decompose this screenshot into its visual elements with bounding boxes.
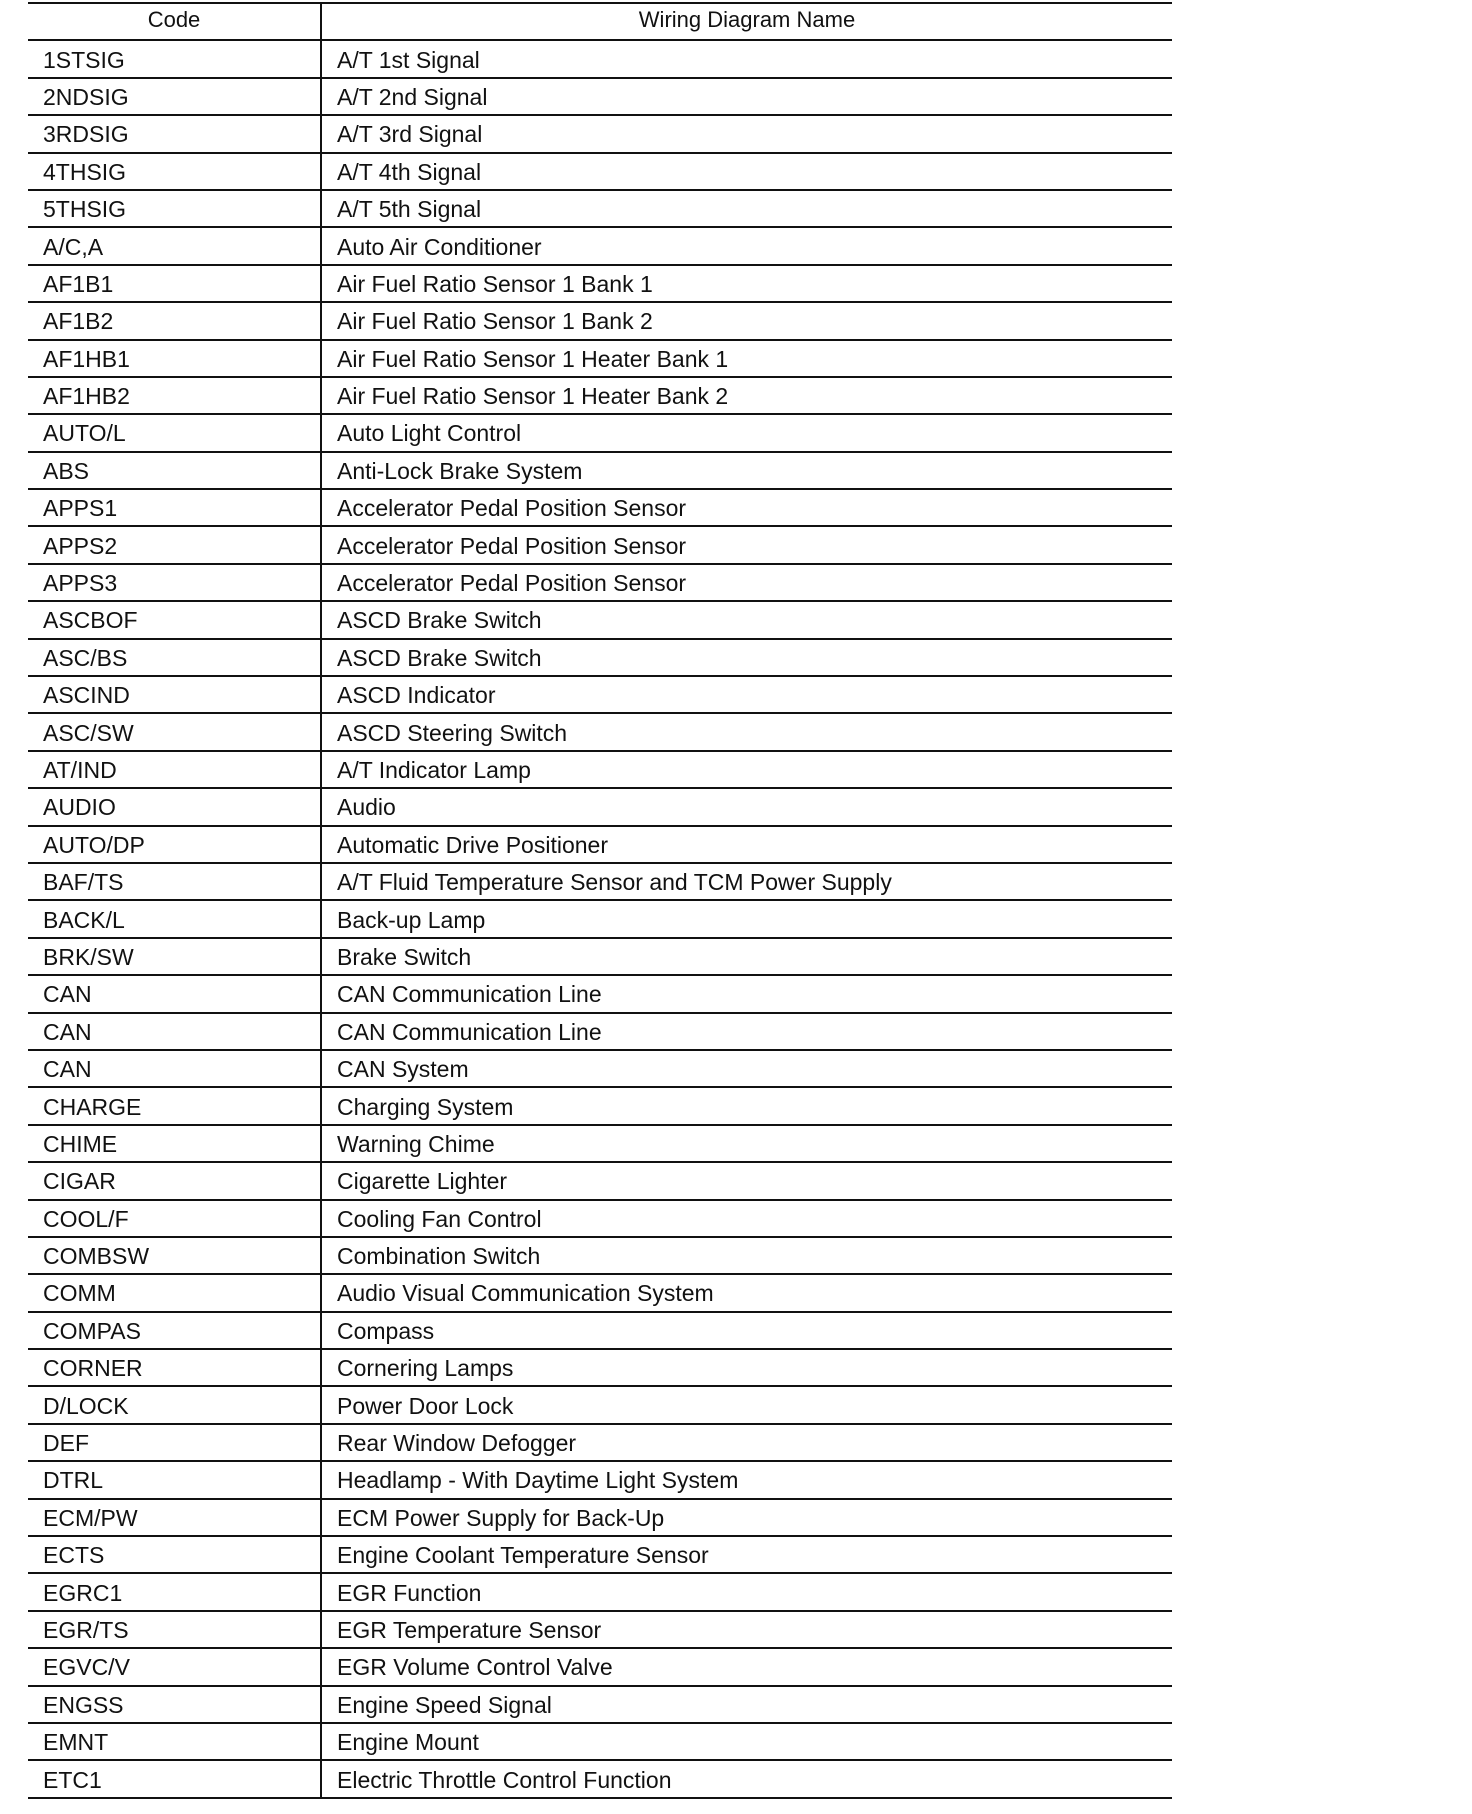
code-cell: DTRL — [28, 1461, 321, 1498]
table-row — [28, 1200, 1172, 1237]
code-cell: EGVC/V — [28, 1648, 321, 1685]
code-cell: AT/IND — [28, 751, 321, 788]
table-row — [28, 1237, 1172, 1274]
wiring-diagram-name-cell: Engine Coolant Temperature Sensor — [337, 1542, 709, 1569]
code-cell: ABS — [28, 452, 321, 489]
code-cell: ASCIND — [28, 676, 321, 713]
code-cell: CIGAR — [28, 1162, 321, 1199]
code-cell: ASC/BS — [28, 639, 321, 676]
wiring-diagram-name-cell: Audio Visual Communication System — [337, 1280, 714, 1307]
table-row — [28, 340, 1172, 377]
code-cell: AF1B2 — [28, 302, 321, 339]
code-cell: CHARGE — [28, 1087, 321, 1124]
wiring-diagram-name-cell: Charging System — [337, 1093, 514, 1120]
table-row — [28, 826, 1172, 863]
wiring-diagram-name-cell: Combination Switch — [337, 1243, 541, 1270]
wiring-diagram-name-cell: ASCD Steering Switch — [337, 719, 568, 746]
table-row — [28, 1274, 1172, 1311]
table-row — [28, 1573, 1172, 1610]
wiring-diagram-name-cell: A/T Indicator Lamp — [337, 757, 531, 783]
table-row — [28, 564, 1172, 601]
table-row — [28, 115, 1172, 152]
table-row — [28, 1723, 1172, 1760]
table-row — [28, 1050, 1172, 1087]
wiring-diagram-name-cell: EGR Temperature Sensor — [337, 1616, 602, 1643]
code-cell: AF1B1 — [28, 265, 321, 302]
table-row — [28, 153, 1172, 190]
code-cell: ASCBOF — [28, 601, 321, 638]
table-row — [28, 601, 1172, 638]
wiring-diagram-name-cell: Engine Speed Signal — [337, 1691, 552, 1718]
wiring-diagram-name-cell: Auto Light Control — [337, 420, 522, 447]
table-row — [28, 676, 1172, 713]
wiring-diagram-name-cell: EGR Function — [337, 1579, 482, 1606]
code-cell: CAN — [28, 1013, 321, 1050]
wiring-diagram-name-cell: Air Fuel Ratio Sensor 1 Heater Bank 2 — [337, 383, 729, 410]
wiring-diagram-name-cell: Air Fuel Ratio Sensor 1 Heater Bank 1 — [337, 345, 729, 372]
table-row — [28, 1125, 1172, 1162]
wiring-diagram-name-cell: A/T 3rd Signal — [337, 121, 483, 148]
code-cell: CHIME — [28, 1125, 321, 1162]
wiring-diagram-name-cell: A/T 5th Signal — [337, 196, 482, 223]
table-row — [28, 78, 1172, 115]
wiring-diagram-name-cell: Power Door Lock — [337, 1392, 514, 1419]
table-row — [28, 1162, 1172, 1199]
code-cell: EGR/TS — [28, 1611, 321, 1648]
code-cell: APPS3 — [28, 564, 321, 601]
wiring-diagram-name-cell: Engine Mount — [337, 1729, 479, 1756]
table-row — [28, 1386, 1172, 1423]
table-row — [28, 227, 1172, 264]
table-header — [28, 3, 1172, 40]
code-cell: 4THSIG — [28, 153, 321, 190]
table-row — [28, 1648, 1172, 1685]
header-row — [28, 3, 1172, 40]
code-cell: COMPAS — [28, 1312, 321, 1349]
table-row — [28, 975, 1172, 1012]
code-cell: 1STSIG — [28, 40, 321, 77]
code-cell: AUTO/DP — [28, 826, 321, 863]
wiring-diagram-name-cell: Accelerator Pedal Position Sensor — [337, 570, 687, 597]
table-row — [28, 713, 1172, 750]
code-cell: CAN — [28, 975, 321, 1012]
table-row — [28, 1424, 1172, 1461]
table-row — [28, 1611, 1172, 1648]
wiring-diagram-name-cell: ASCD Brake Switch — [337, 644, 542, 671]
wiring-diagram-name-cell: Air Fuel Ratio Sensor 1 Bank 1 — [337, 270, 653, 297]
table-row — [28, 452, 1172, 489]
code-cell: CORNER — [28, 1349, 321, 1386]
code-cell: ECTS — [28, 1536, 321, 1573]
table-row — [28, 863, 1172, 900]
wiring-diagram-name-cell: Automatic Drive Positioner — [337, 831, 608, 858]
table-row — [28, 526, 1172, 563]
code-cell: CAN — [28, 1050, 321, 1087]
code-cell: A/C,A — [28, 227, 321, 264]
code-cell: ETC1 — [28, 1760, 321, 1797]
code-cell: D/LOCK — [28, 1386, 321, 1423]
wiring-diagram-name-cell: A/T 4th Signal — [337, 158, 482, 185]
wiring-diagram-name-cell: A/T 1st Signal — [337, 46, 480, 73]
wiring-diagram-name-cell: ASCD Indicator — [337, 682, 496, 709]
code-cell: COMBSW — [28, 1237, 321, 1274]
code-cell: COOL/F — [28, 1200, 321, 1237]
code-cell: APPS2 — [28, 526, 321, 563]
code-cell: 2NDSIG — [28, 78, 321, 115]
wiring-diagram-name-cell: Warning Chime — [337, 1130, 495, 1157]
code-cell: EGRC1 — [28, 1573, 321, 1610]
table-body — [28, 40, 1172, 1797]
wiring-diagram-name-cell: A/T Fluid Temperature Sensor and TCM Power Supply — [337, 869, 892, 896]
table-row — [28, 900, 1172, 937]
table-row — [28, 40, 1172, 77]
code-cell: EMNT — [28, 1723, 321, 1760]
wiring-diagram-name-cell: CAN System — [337, 1056, 469, 1083]
column-header-code: Code — [28, 3, 321, 40]
table-row — [28, 1461, 1172, 1498]
wiring-diagram-name-cell: Accelerator Pedal Position Sensor — [337, 532, 687, 559]
table-row — [28, 1087, 1172, 1124]
table-row — [28, 302, 1172, 339]
wiring-diagram-name-cell: Cooling Fan Control — [337, 1205, 542, 1232]
wiring-diagram-name-cell: Anti-Lock Brake System — [337, 457, 583, 484]
table-row — [28, 639, 1172, 676]
code-cell: AUDIO — [28, 788, 321, 825]
wiring-diagram-name-cell: CAN Communication Line — [337, 1018, 602, 1045]
code-cell: BAF/TS — [28, 863, 321, 900]
wiring-diagram-name-cell: Rear Window Defogger — [337, 1430, 577, 1457]
wiring-diagram-name-cell: Cornering Lamps — [337, 1355, 514, 1382]
code-cell: 3RDSIG — [28, 115, 321, 152]
wiring-diagram-code-table — [28, 2, 1172, 1799]
wiring-diagram-name-cell: ECM Power Supply for Back-Up — [337, 1504, 665, 1531]
code-cell: AF1HB1 — [28, 340, 321, 377]
table-row — [28, 751, 1172, 788]
wiring-diagram-name-cell: EGR Volume Control Valve — [337, 1654, 613, 1681]
wiring-diagram-name-cell: Headlamp - With Daytime Light System — [337, 1467, 739, 1494]
wiring-diagram-name-cell: Audio — [337, 794, 396, 821]
code-cell: AF1HB2 — [28, 377, 321, 414]
code-cell: 5THSIG — [28, 190, 321, 227]
table-row — [28, 1013, 1172, 1050]
wiring-diagram-name-cell: Accelerator Pedal Position Sensor — [337, 495, 687, 522]
wiring-diagram-name-cell: A/T 2nd Signal — [337, 83, 488, 110]
code-cell: DEF — [28, 1424, 321, 1461]
code-cell: ASC/SW — [28, 713, 321, 750]
code-cell: BRK/SW — [28, 938, 321, 975]
wiring-diagram-name-cell: CAN Communication Line — [337, 981, 602, 1008]
code-cell: ENGSS — [28, 1686, 321, 1723]
table-row — [28, 788, 1172, 825]
code-cell: AUTO/L — [28, 414, 321, 451]
wiring-diagram-name-cell: Brake Switch — [337, 943, 472, 970]
table-row — [28, 1349, 1172, 1386]
wiring-diagram-name-cell: Auto Air Conditioner — [337, 233, 542, 260]
code-cell: APPS1 — [28, 489, 321, 526]
column-header-name: Wiring Diagram Name — [638, 6, 856, 32]
table-row — [28, 1760, 1172, 1797]
table-row — [28, 1312, 1172, 1349]
wiring-diagram-name-cell: ASCD Brake Switch — [337, 607, 542, 634]
table-row — [28, 1686, 1172, 1723]
table-row — [28, 1536, 1172, 1573]
wiring-diagram-name-cell: Compass — [337, 1317, 435, 1344]
table-row — [28, 489, 1172, 526]
code-cell: BACK/L — [28, 900, 321, 937]
wiring-diagram-name-cell: Electric Throttle Control Function — [337, 1766, 672, 1793]
wiring-diagram-name-cell: Air Fuel Ratio Sensor 1 Bank 2 — [337, 308, 653, 335]
wiring-diagram-name-cell: Back-up Lamp — [337, 906, 486, 933]
table-row — [28, 190, 1172, 227]
table-row — [28, 938, 1172, 975]
table-row — [28, 377, 1172, 414]
table-row — [28, 1499, 1172, 1536]
code-cell: COMM — [28, 1274, 321, 1311]
table-row — [28, 414, 1172, 451]
wiring-diagram-name-cell: Cigarette Lighter — [337, 1168, 508, 1195]
table-row — [28, 265, 1172, 302]
code-cell: ECM/PW — [28, 1499, 321, 1536]
